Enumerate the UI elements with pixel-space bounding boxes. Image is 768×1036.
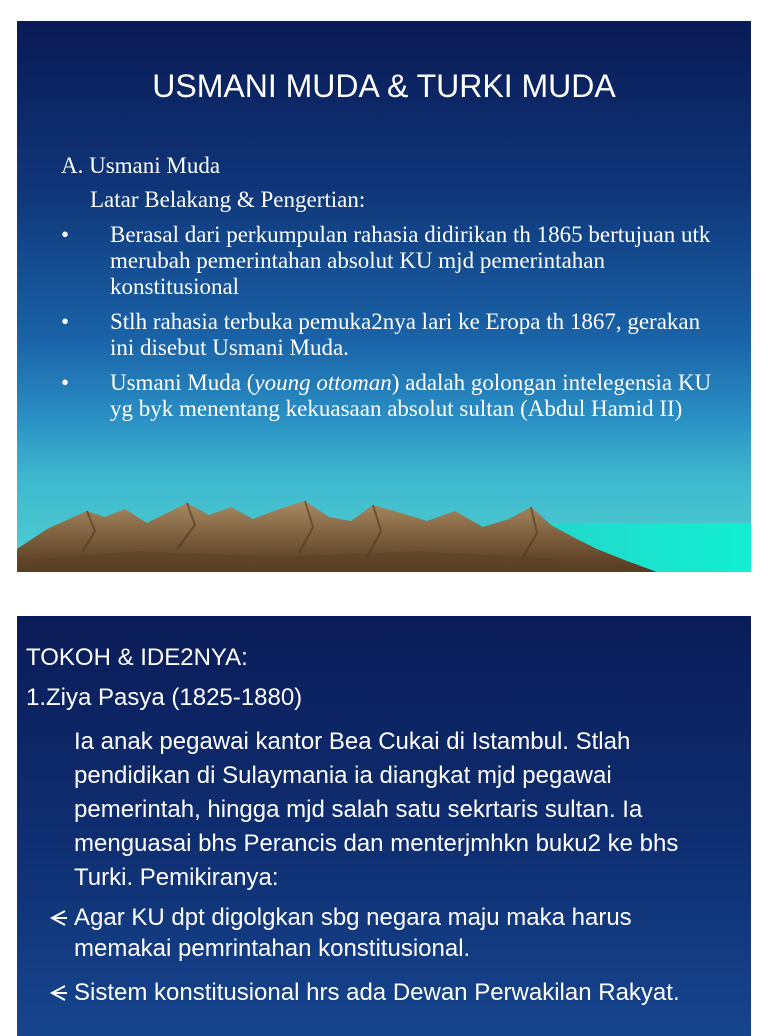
- bullet-dot-icon: •: [61, 370, 70, 395]
- bullet-text: Berasal dari perkumpulan rahasia didirikan th 1865 bertujuan utk merubah pemerintahan absolut KU mjd pemerintahan konstitusional: [110, 222, 711, 299]
- idea-text: Agar KU dpt digolgkan sbg negara maju maka harus memakai pemrintahan konstitusional.: [74, 904, 632, 962]
- bullet-text-italic: young ottoman: [254, 370, 392, 395]
- subheading: Latar Belakang & Pengertian:: [90, 187, 366, 212]
- bullet-dot-icon: •: [61, 309, 70, 334]
- arrow-left-icon: [49, 983, 69, 1003]
- idea-list: [17, 902, 751, 1021]
- bullet-text-before: Usmani Muda (: [110, 370, 255, 395]
- bullet-dot-icon: •: [61, 222, 70, 247]
- slide-title: USMANI MUDA & TURKI MUDA: [152, 68, 616, 104]
- bullet-text-after: ) adalah golongan intelegensia KU yg byk menentang kekuasaan absolut sultan (Abdul Hamid II): [110, 370, 712, 421]
- idea-text: Sistem konstitusional hrs ada Dewan Perwakilan Rakyat.: [74, 979, 680, 1006]
- section-heading: A. Usmani Muda: [61, 153, 221, 178]
- biography-paragraph: Ia anak pegawai kantor Bea Cukai di Istambul. Stlah pendidikan di Sulaymania ia diangkat mjd pegawai pemerintah, hingga mjd salah satu sekrtaris sultan. Ia menguasai bhs Perancis dan menterjmhkn buku2 ke bhs Turki. Pemikiranya:: [74, 728, 679, 891]
- bullet-item: [17, 370, 751, 422]
- slide-usmani-muda: [17, 21, 751, 572]
- bullet-text: Stlh rahasia terbuka pemuka2nya lari ke Eropa th 1867, gerakan ini disebut Usmani Muda.: [110, 309, 701, 360]
- idea-item: [17, 977, 751, 1008]
- bullet-list: [17, 222, 751, 431]
- person-title: 1.Ziya Pasya (1825-1880): [26, 684, 303, 711]
- bullet-text: [110, 370, 711, 421]
- bullet-item: [17, 222, 751, 300]
- mountain-landscape: [17, 491, 751, 572]
- idea-item: [17, 902, 751, 964]
- arrow-left-icon: [49, 908, 69, 928]
- slide-heading: TOKOH & IDE2NYA:: [26, 644, 248, 671]
- slide-tokoh: [17, 616, 751, 1036]
- bullet-item: [17, 309, 751, 361]
